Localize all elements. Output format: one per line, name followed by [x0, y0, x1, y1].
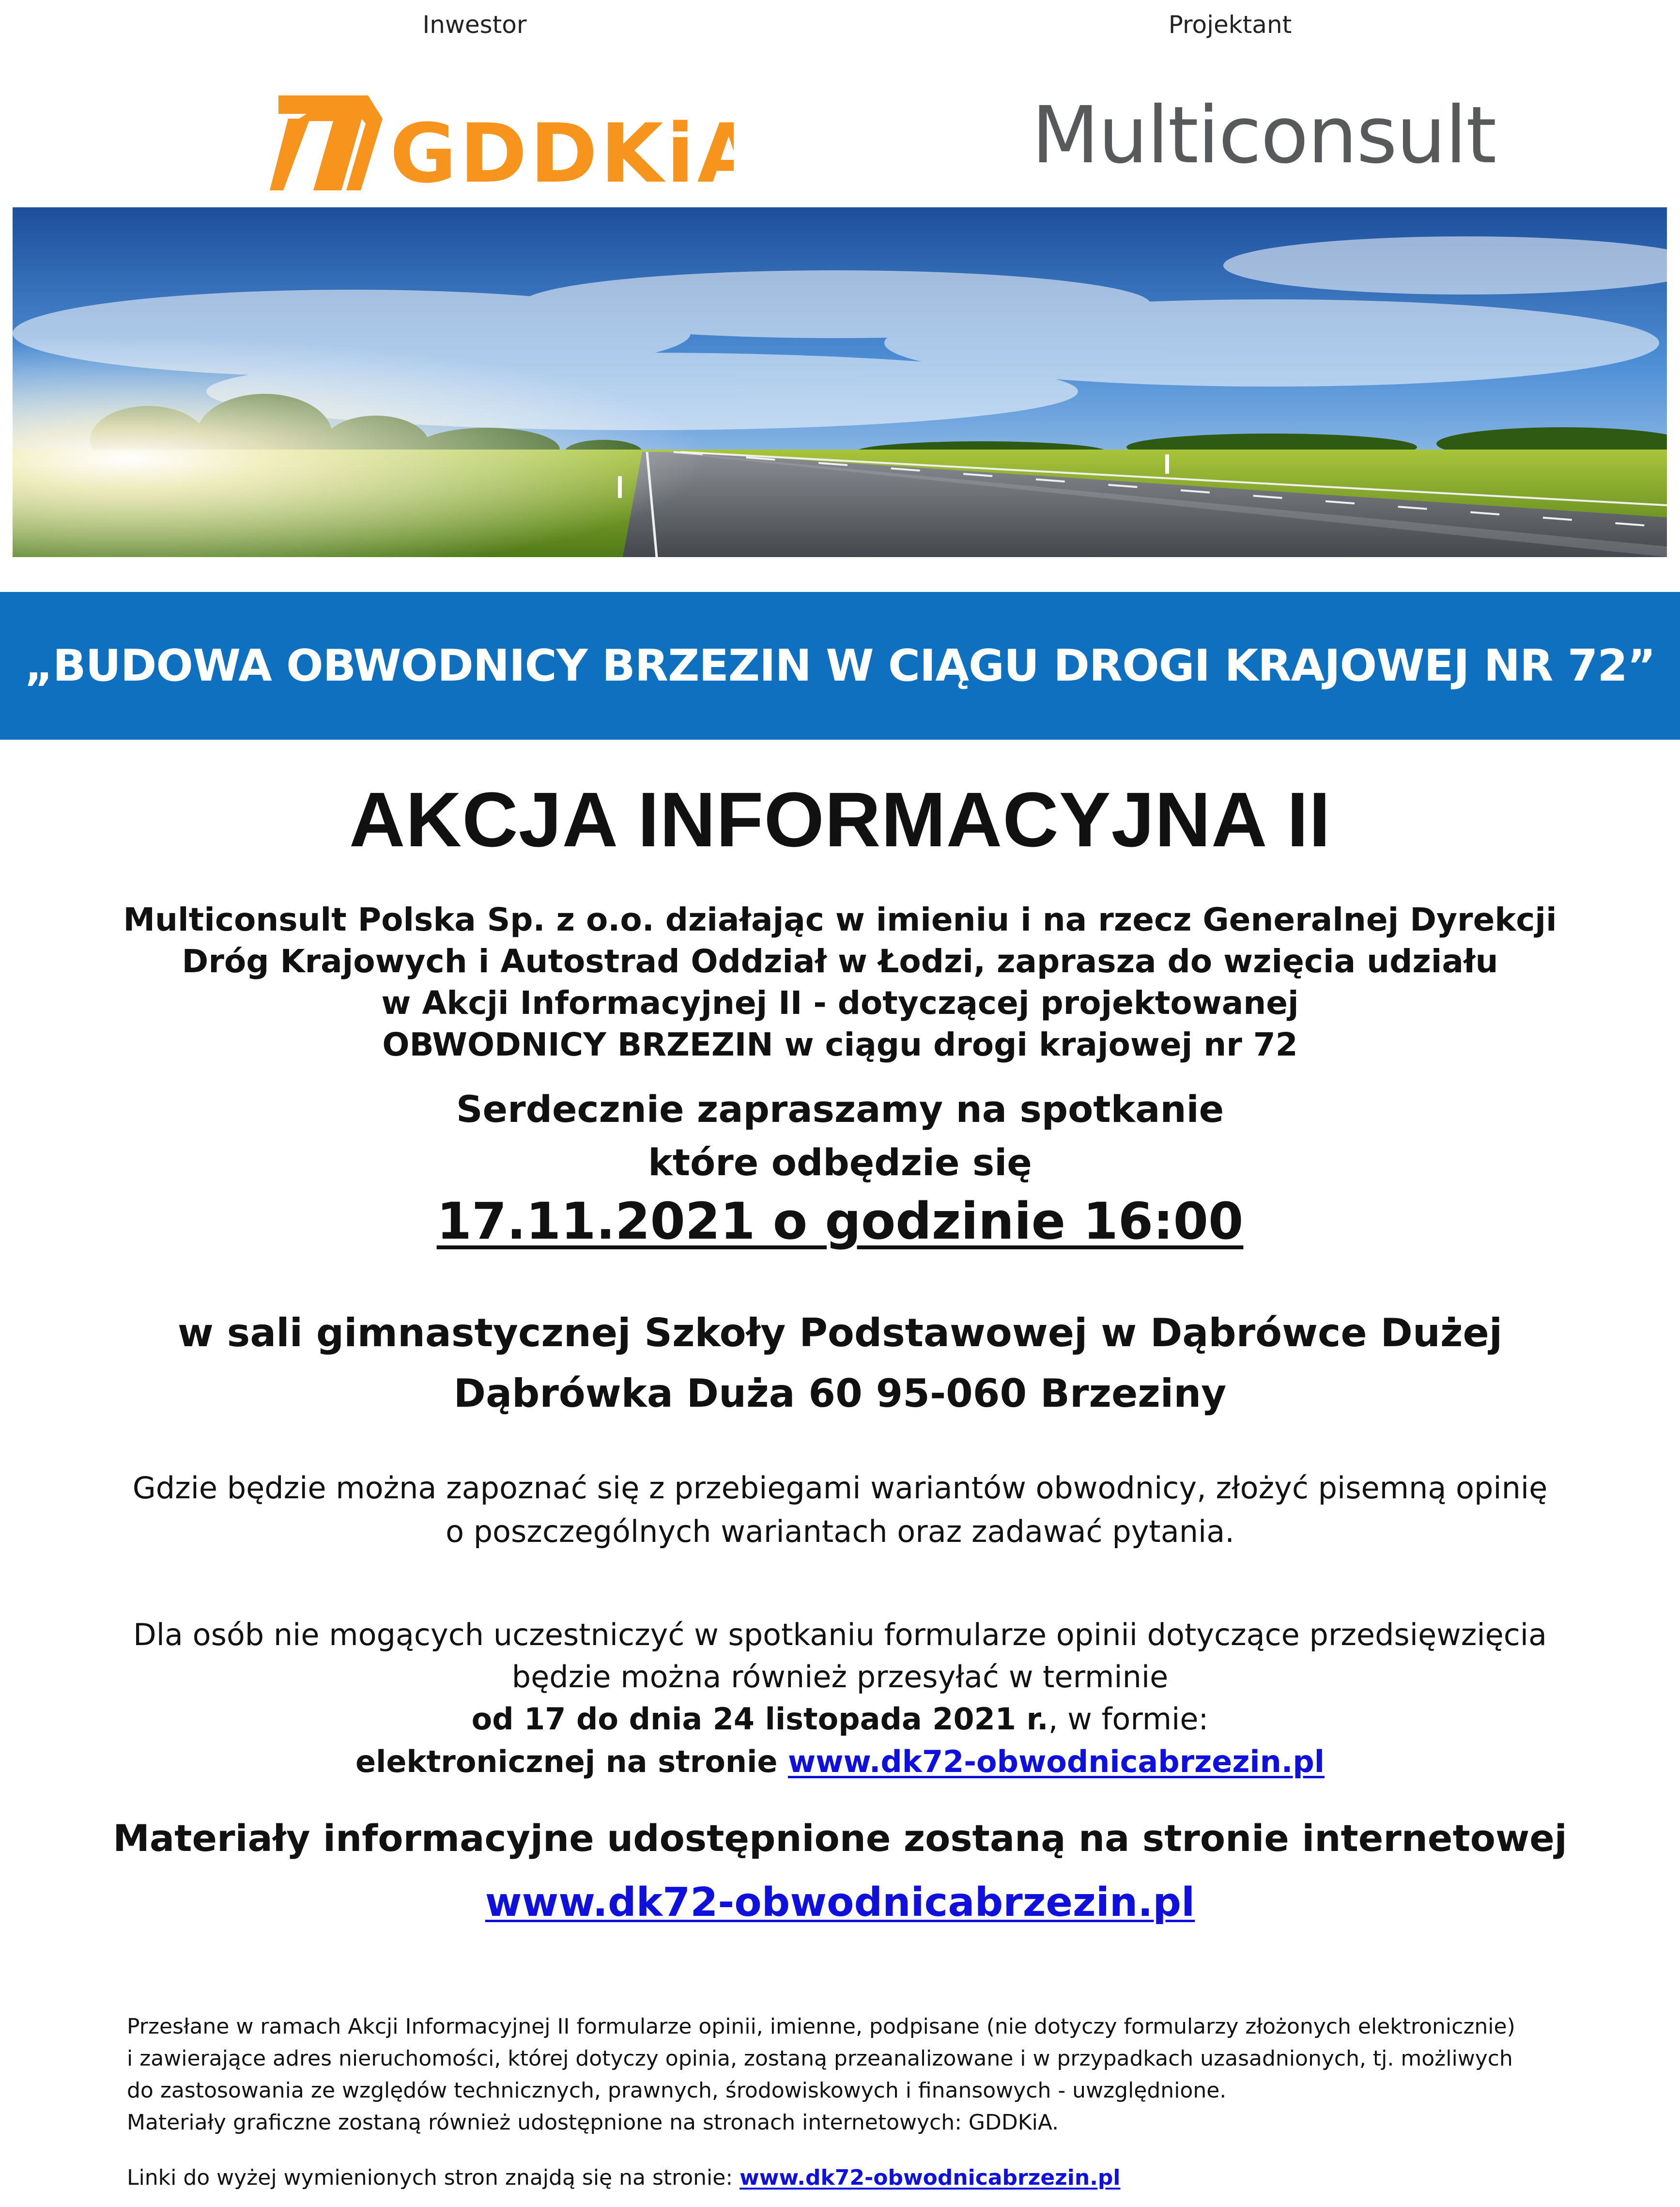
remote-line-1: Dla osób nie mogących uczestniczyć w spotkaniu formularze opinii dotyczące przedsięwzięcia — [133, 1617, 1547, 1652]
venue-line-1: w sali gimnastycznej Szkoły Podstawowej w Dąbrówce Dużej — [177, 1310, 1503, 1355]
remote-dates: od 17 do dnia 24 listopada 2021 r. — [471, 1701, 1048, 1737]
remote-form-label: elektronicznej na stronie — [355, 1744, 788, 1779]
gddkia-logo-text: GDDKiA — [390, 106, 734, 191]
main-heading: AKCJA INFORMACYJNA II — [349, 776, 1331, 863]
remote-line-2: będzie można również przesyłać w terminie — [511, 1659, 1169, 1694]
multiconsult-logo-text: Multiconsult — [1032, 94, 1496, 177]
footer-line-2: i zawierające adres nieruchomości, której dotyczy opinia, zostaną przeanalizowane i w przypadkach uzasadnionych, tj. możliwych — [127, 2046, 1513, 2071]
footer-line-4: Materiały graficzne zostaną również udostępnione na stronach internetowych: GDDKiA. — [127, 2110, 1059, 2135]
info-line-1: Gdzie będzie można zapoznać się z przebiegami wariantów obwodnicy, złożyć pisemną opinię — [132, 1470, 1548, 1506]
invite-line-2: które odbędzie się — [648, 1141, 1032, 1184]
remote-dates-suffix: , w formie: — [1048, 1701, 1209, 1737]
website-link-2[interactable]: www.dk72-obwodnicabrzezin.pl — [485, 1880, 1195, 1926]
materials-link-line — [0, 1880, 1680, 1926]
remote-form-line — [0, 1744, 1680, 1779]
gddkia-logo — [269, 94, 734, 191]
project-title-band — [0, 592, 1680, 740]
materials-line: Materiały informacyjne udostępnione zostaną na stronie internetowej — [113, 1817, 1567, 1860]
designer-label: Projektant — [1168, 11, 1292, 39]
invite-line-1: Serdecznie zapraszamy na spotkanie — [456, 1088, 1224, 1131]
footer-line-3: do zastosowania ze względów technicznych, prawnych, środowiskowych i finansowych - uwzględnione. — [127, 2078, 1227, 2103]
intro-line-2: Dróg Krajowych i Autostrad Oddział w Łodzi, zaprasza do wzięcia udziału — [182, 943, 1498, 980]
info-line-2: o poszczególnych wariantach oraz zadawać pytania. — [446, 1514, 1234, 1549]
intro-line-3: w Akcji Informacyjnej II - dotyczącej projektowanej — [381, 984, 1299, 1022]
venue-line-2: Dąbrówka Duża 60 95-060 Brzeziny — [453, 1371, 1227, 1416]
road-landscape-image — [13, 207, 1667, 557]
gddkia-logo-mark-icon — [269, 94, 734, 191]
meeting-datetime — [0, 1192, 1680, 1251]
intro-line-1: Multiconsult Polska Sp. z o.o. działając w imieniu i na rzecz Generalnej Dyrekcji — [123, 901, 1557, 938]
footer-links-prefix: Linki do wyżej wymienionych stron znajdą się na stronie: — [127, 2165, 740, 2190]
project-title: „BUDOWA OBWODNICY BRZEZIN W CIĄGU DROGI KRAJOWEJ NR 72” — [24, 640, 1656, 691]
meeting-datetime-text: 17.11.2021 o godzinie 16:00 — [436, 1192, 1244, 1251]
investor-label: Inwestor — [422, 11, 527, 39]
intro-line-4: OBWODNICY BRZEZIN w ciągu drogi krajowej nr 72 — [382, 1026, 1298, 1063]
footer-links-line — [127, 2165, 1580, 2191]
website-link-3[interactable]: www.dk72-obwodnicabrzezin.pl — [740, 2165, 1121, 2190]
remote-dates-line — [0, 1701, 1680, 1737]
footer-line-1: Przesłane w ramach Akcji Informacyjnej II formularze opinii, imienne, podpisane (nie dotyczy formularzy złożonych elektronicznie) — [127, 2014, 1515, 2039]
website-link-1[interactable]: www.dk72-obwodnicabrzezin.pl — [787, 1744, 1325, 1779]
multiconsult-logo — [1032, 94, 1506, 177]
